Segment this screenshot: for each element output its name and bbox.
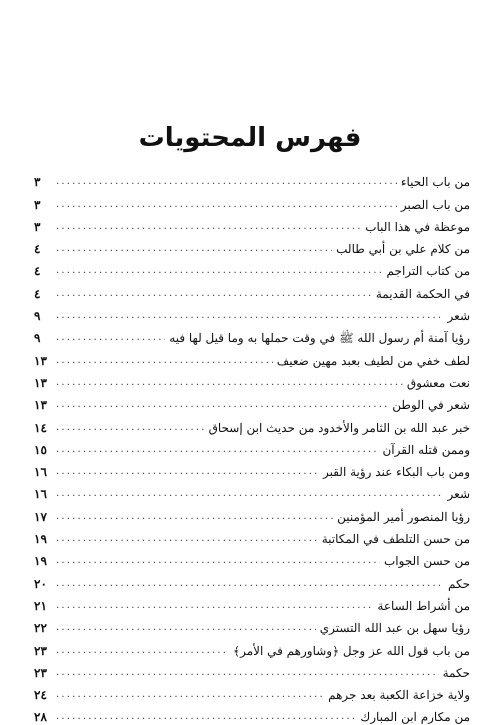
dot-leader	[56, 287, 372, 301]
toc-entry-title: شعر في الوطن	[392, 398, 470, 413]
toc-entry	[34, 413, 470, 435]
toc-entry-title: ولاية خزاعة الكعبة بعد جرهم	[328, 688, 470, 703]
toc-entry	[34, 480, 470, 502]
dot-leader	[56, 666, 439, 680]
dot-leader	[56, 398, 388, 412]
toc-page-number: ٣	[34, 197, 41, 212]
toc-page-number: ١٦	[34, 465, 47, 480]
toc-entry	[34, 302, 470, 324]
toc-page-number: ٩	[34, 309, 41, 324]
toc-page-number: ٢٤	[34, 688, 47, 703]
dot-leader	[56, 532, 318, 546]
toc-page-number: ٤	[34, 242, 41, 257]
dot-leader	[56, 175, 397, 189]
dot-leader	[56, 510, 333, 524]
toc-page-number: ٤	[34, 264, 41, 279]
toc-entry-title: شعر	[447, 309, 470, 324]
toc-entry	[34, 703, 470, 725]
toc-entry-title: من باب الحياء	[400, 175, 470, 190]
toc-entry	[34, 659, 470, 681]
toc-page-number: ٣	[34, 219, 41, 234]
toc-entry	[34, 436, 470, 458]
toc-entry	[34, 592, 470, 614]
toc-page-number: ١٥	[34, 442, 47, 457]
toc-page-number: ١٩	[34, 554, 47, 569]
toc-page-number: ١٤	[34, 420, 47, 435]
toc-entry	[34, 391, 470, 413]
toc-entry-title: حكمة	[442, 665, 470, 680]
toc-entry	[34, 257, 470, 279]
toc-entry	[34, 458, 470, 480]
toc-entry-title: موعظة في هذا الباب	[365, 219, 470, 234]
toc-page-number: ٩	[34, 331, 41, 346]
toc-entry	[34, 369, 470, 391]
toc-page-number: ١٧	[34, 509, 47, 524]
toc-entry	[34, 190, 470, 212]
toc-entry	[34, 279, 470, 301]
dot-leader	[56, 220, 361, 234]
toc-entry	[34, 324, 470, 346]
dot-leader	[56, 621, 316, 635]
toc-entry-title: رؤيا المنصور أمير المؤمنين	[337, 509, 470, 524]
dot-leader	[56, 443, 378, 457]
toc-entry-title: من كلام علي بن أبي طالب	[336, 242, 470, 257]
toc-page-number: ١٣	[34, 375, 47, 390]
dot-leader	[56, 487, 444, 501]
toc-page-number: ٢٣	[34, 643, 47, 658]
toc-entry	[34, 547, 470, 569]
toc-entry-title: رؤيا آمنة أم رسول الله ﷺ في وقت حملها به وما قيل لها فيه	[169, 331, 470, 346]
dot-leader	[56, 688, 324, 702]
toc-entry-title: من أشراط الساعة	[377, 598, 470, 613]
toc-entry-title: من كتاب التراجم	[386, 264, 470, 279]
toc-page-number: ٢٠	[34, 576, 47, 591]
toc-entry-title: في الحكمة القديمة	[375, 286, 470, 301]
toc-page-number: ١٦	[34, 487, 47, 502]
toc-entry	[34, 569, 470, 591]
table-of-contents	[34, 168, 470, 725]
toc-page-number: ١٩	[34, 532, 47, 547]
dot-leader	[56, 242, 332, 256]
dot-leader	[56, 264, 383, 278]
dot-leader	[56, 577, 444, 591]
toc-page-number: ١٣	[34, 398, 47, 413]
toc-page-number: ٢٢	[34, 621, 47, 636]
dot-leader	[56, 599, 373, 613]
dot-leader	[56, 465, 319, 479]
toc-entry	[34, 502, 470, 524]
dot-leader	[56, 309, 444, 323]
toc-page-number: ٢١	[34, 598, 47, 613]
toc-entry-title: وممن قتله القرآن	[382, 442, 470, 457]
toc-entry-title: من باب قول الله عز وجل ﴿وشاورهم في الأمر﴾	[233, 643, 470, 658]
toc-page-number: ٤	[34, 286, 41, 301]
dot-leader	[56, 331, 165, 345]
toc-entry	[34, 681, 470, 703]
dot-leader	[56, 554, 380, 568]
toc-entry	[34, 614, 470, 636]
toc-entry	[34, 636, 470, 658]
toc-entry-title: خبر عبد الله بن الثامر والأخدود من حديث ابن إسحاق	[208, 420, 470, 435]
toc-entry-title: من باب الصبر	[400, 197, 470, 212]
toc-page-number: ٢٨	[34, 710, 47, 725]
toc-entry-title: رؤيا سهل بن عبد الله التستري	[319, 621, 470, 636]
dot-leader	[56, 644, 229, 658]
toc-entry-title: نعت معشوق	[406, 375, 470, 390]
dot-leader	[56, 198, 397, 212]
dot-leader	[56, 354, 273, 368]
toc-page-number: ٣	[34, 175, 41, 190]
toc-entry-title: لطف خفي من لطيف بعبد مهين ضعيف	[276, 353, 470, 368]
toc-entry-title: حكم	[447, 576, 470, 591]
toc-entry	[34, 525, 470, 547]
dot-leader	[56, 376, 403, 390]
dot-leader	[56, 710, 356, 724]
toc-entry	[34, 213, 470, 235]
toc-entry-title: شعر	[447, 487, 470, 502]
toc-entry	[34, 168, 470, 190]
dot-leader	[56, 421, 205, 435]
toc-page-number: ١٣	[34, 353, 47, 368]
page-title: فهرس المحتويات	[138, 123, 362, 153]
toc-page-number: ٢٣	[34, 665, 47, 680]
toc-entry-title: من حسن الجواب	[383, 554, 470, 569]
toc-entry-title: ومن باب البكاء عند رؤية القبر	[322, 465, 470, 480]
toc-entry	[34, 346, 470, 368]
toc-entry	[34, 235, 470, 257]
toc-entry-title: من حسن التلطف في المكاتبة	[321, 532, 470, 547]
toc-entry-title: من مكارم ابن المبارك	[360, 710, 470, 725]
